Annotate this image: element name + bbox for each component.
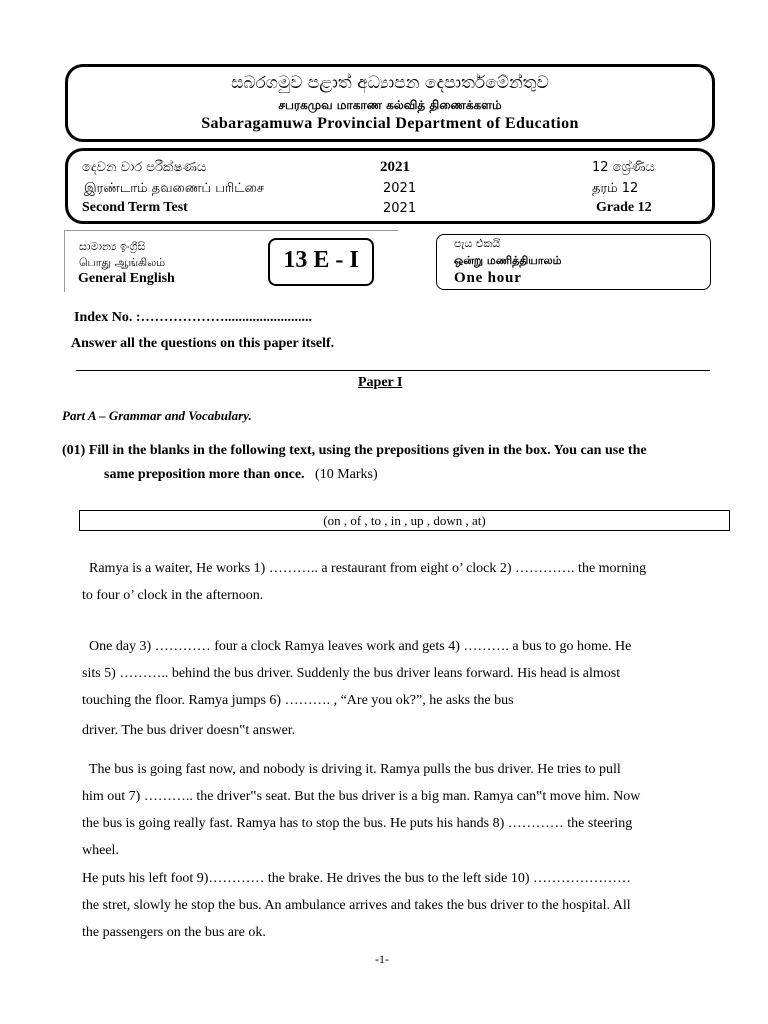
index-number-field[interactable]: Index No. :………………......................... <box>74 310 313 325</box>
year-english: 2021 <box>383 201 417 216</box>
english-department-title: Sabaragamuwa Provincial Department of Education <box>201 115 579 132</box>
passage-paragraph-2 <box>82 633 718 744</box>
question-line-2: same preposition more than once. <box>104 467 305 482</box>
department-header-box <box>65 64 715 142</box>
sinhala-department-title: සබරගමුව පළාත් අධ්‍යාපන දෙපාර්තමේන්තුව <box>231 73 549 93</box>
passage-line: driver. The bus driver doesn‟t answer. <box>82 723 296 738</box>
passage-line: to four o’ clock in the afternoon. <box>82 588 264 603</box>
page-number: -1- <box>375 952 389 966</box>
subject-divider-line <box>64 230 398 231</box>
english-duration: One hour <box>454 270 522 286</box>
english-subject-label: General English <box>78 271 175 286</box>
sinhala-term-label: දෙවන වාර පරීක්ෂණය <box>82 160 207 175</box>
tamil-department-title: சபரகமுவ மாகாண கல்வித் திணைக்களம் <box>278 98 502 112</box>
question-line-1: (01) Fill in the blanks in the following text, using the prepositions given in the box. You can use the <box>62 443 647 458</box>
year-sinhala: 2021 <box>380 159 410 175</box>
passage-line: touching the floor. Ramya jumps 6) ………. , “Are you ok?”, he asks the bus <box>82 693 514 708</box>
subject-left-rule <box>64 230 65 292</box>
year-tamil: 2021 <box>383 181 417 196</box>
prepositions-box <box>79 510 730 531</box>
tamil-subject-label: பொது ஆங்கிலம் <box>79 256 166 269</box>
passage-line: the stret, slowly he stop the bus. An ambulance arrives and takes the bus driver to the hospital. All <box>82 898 631 913</box>
passage-line: him out 7) ……….. the driver‟s seat. But the bus driver is a big man. Ramya can‟t move him. Now <box>82 789 641 804</box>
sinhala-subject-label: සාමාන්‍ය ඉංග්‍රීසි <box>79 240 146 253</box>
passage-line: the passengers on the bus are ok. <box>82 925 266 940</box>
paper-code-box <box>268 238 374 286</box>
tamil-term-label: இரண்டாம் தவணைப் பரிட்சை <box>84 181 265 196</box>
paper-code: 13 E - I <box>283 247 359 273</box>
prepositions-list: (on , of , to , in , up , down , at) <box>323 513 486 528</box>
english-term-label: Second Term Test <box>82 200 188 215</box>
tamil-duration: ஒன்று மணித்தியாலம் <box>454 254 562 267</box>
passage-line: the bus is going really fast. Ramya has to stop the bus. He puts his hands 8) ………… the steering <box>82 816 633 831</box>
tamil-grade: தரம் 12 <box>592 181 639 196</box>
question-marks: (10 Marks) <box>315 467 378 482</box>
passage-line: The bus is going fast now, and nobody is driving it. Ramya pulls the bus driver. He tries to pull <box>89 762 621 777</box>
sinhala-grade: 12 ශ්‍රේණිය <box>592 160 655 175</box>
part-a-heading: Part A – Grammar and Vocabulary. <box>62 408 252 423</box>
passage-line: One day 3) ………… four a clock Ramya leaves work and gets 4) ………. a bus to go home. He <box>89 639 632 654</box>
duration-box <box>436 234 711 290</box>
passage-line: wheel. <box>82 843 119 858</box>
instruction-text: Answer all the questions on this paper itself. <box>71 336 335 351</box>
sinhala-duration: පැය එකයි <box>454 237 501 250</box>
passage-paragraph-3 <box>82 756 718 864</box>
passage-paragraph-1 <box>82 555 718 609</box>
question-line-2-wrap <box>104 467 378 483</box>
passage-line: sits 5) ……….. behind the bus driver. Suddenly the bus driver leans forward. His head is almost <box>82 666 621 681</box>
passage-paragraph-4 <box>82 865 718 946</box>
passage-line: Ramya is a waiter, He works 1) ……….. a restaurant from eight o’ clock 2) …………. the morning <box>89 561 647 576</box>
term-info-box <box>65 148 715 224</box>
english-grade: Grade 12 <box>596 200 652 215</box>
passage-line: He puts his left foot 9)………… the brake. He drives the bus to the left side 10) ………………… <box>82 871 632 886</box>
paper-title: Paper I <box>358 375 403 390</box>
horizontal-rule <box>76 370 710 371</box>
